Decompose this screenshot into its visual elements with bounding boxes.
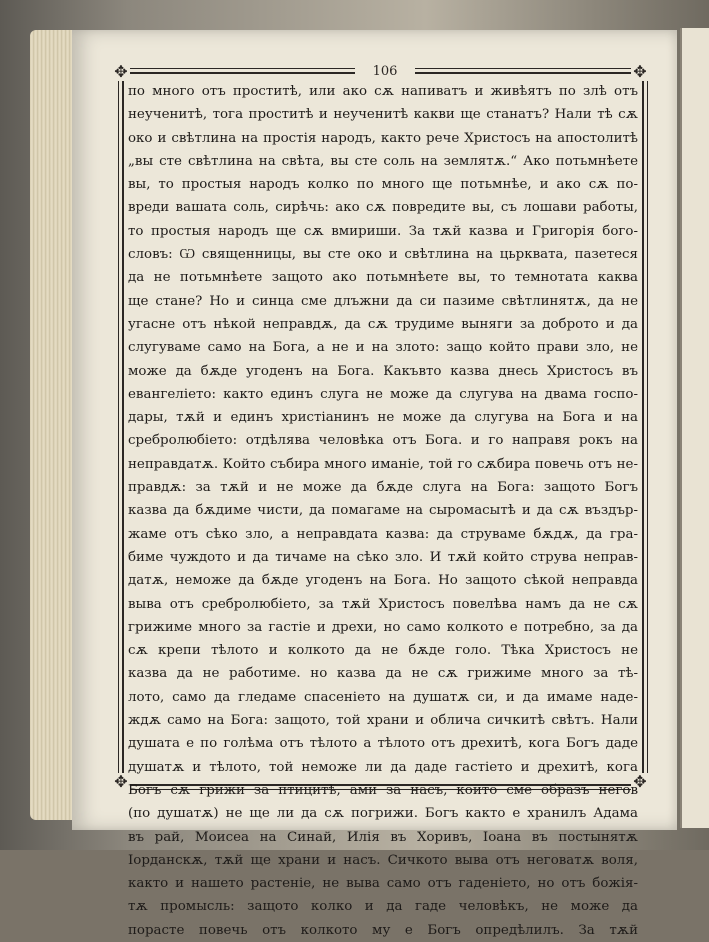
text-line: може да бѫде угоденъ на Бога. Какъвто казва днесь Христосъ въ — [128, 363, 638, 379]
facing-page-edge — [680, 28, 709, 828]
text-line: порасте повечь отъ колкото му е Богъ опредѣлилъ. За тѫй — [128, 922, 638, 938]
text-line: да не потьмнѣете защото ако потьмнѣете вы, то темнотата каква — [128, 270, 638, 286]
text-line: биме чуждото и да тичаме на сѣко зло. И тѫй който струва неправ- — [128, 549, 638, 565]
text-line: Богъ сѫ грижи за птицитѣ, ами за насъ, които сме образъ негов — [128, 782, 638, 798]
text-line: неправдатѫ. Който събира много иманіе, той го сѫбира повечь отъ не- — [128, 456, 638, 472]
text-line: както и нашето растеніе, не выва само отъ гаденіето, но отъ божія- — [128, 876, 638, 892]
text-line: правдѫ: за тѫй и не може да бѫде слуга на Бога: защото Богъ — [128, 480, 638, 496]
corner-ornament-icon: ✥ — [112, 63, 130, 81]
text-line: вы, то простыя народъ колко по много ще потьмнѣе, и ако сѫ по- — [128, 177, 638, 193]
page-number: 106 — [355, 64, 415, 79]
text-line: казва да не работиме. но казва да не сѫ грижиме много за тѣ- — [128, 666, 638, 682]
text-line: неученитѣ, тога проститѣ и неученитѣ какви ще станатъ? Нали тѣ сѫ — [128, 107, 638, 123]
text-line: въ рай, Моисеа на Синай, Илія въ Хоривъ, Іоана въ постынятѫ — [128, 829, 638, 845]
body-text — [128, 80, 638, 938]
text-line: (по душатѫ) не ще ли да сѫ погрижи. Богъ както е хранилъ Адама — [128, 806, 638, 822]
corner-ornament-icon: ✥ — [631, 63, 649, 81]
text-line: ждѫ само на Бога: защото, той храни и облича сичкитѣ свѣтъ. Нали — [128, 713, 638, 729]
text-line: выва отъ сребролюбіето, за тѫй Христосъ повелѣва намъ да не сѫ — [128, 596, 638, 612]
text-line: слугуваме само на Бога, а не и на злото: защо който прави зло, не — [128, 340, 638, 356]
text-line: то простыя народъ ще сѫ вмириши. За тѫй казва и Григорія бого- — [128, 223, 638, 239]
text-line: казва да бѫдиме чисти, да помагаме на сыромасытѣ и да сѫ въздър- — [128, 503, 638, 519]
text-line: угасне отъ нѣкой неправдѫ, да сѫ трудиме выняги за доброто и да — [128, 316, 638, 332]
text-line: Iорданскѫ, тѫй ще храни и насъ. Сичкото выва отъ неговатѫ воля, — [128, 852, 638, 868]
text-line: жаме отъ сѣко зло, а неправдата казва: да струваме бѫдѫ, да гра- — [128, 526, 638, 542]
text-line: евангеліето: както единъ слуга не може да слугува на двама госпо- — [128, 386, 638, 402]
text-line: по много отъ проститѣ, или ако сѫ напиватъ и живѣятъ по злѣ отъ — [128, 84, 638, 99]
text-line: сѫ крепи тѣлото и колкото да не бѫде голо. Тѣка Христосъ не — [128, 643, 638, 659]
corner-ornament-icon: ✥ — [631, 773, 649, 791]
text-line: датѫ, неможе да бѫде угоденъ на Бога. Но защото сѣкой неправда — [128, 573, 638, 589]
text-line: словъ: Ѡ священницы, вы сте око и свѣтлина на цьрквата, пазетеся — [128, 247, 638, 263]
text-line: дары, тѫй и единъ христіанинъ не може да слугува на Бога и на — [128, 410, 638, 426]
text-line: тѫ промысль: защото колко и да гаде человѣкъ, не може да — [128, 899, 638, 915]
text-line: вреди вашата соль, сирѣчь: ако сѫ повредите вы, съ лошави работы, — [128, 200, 638, 216]
text-line: ще стане? Но и синца сме длъжни да си пазиме свѣтлинятѫ, да не — [128, 293, 638, 309]
corner-ornament-icon: ✥ — [112, 773, 130, 791]
text-line: душата е по голѣма отъ тѣлото а тѣлото отъ дрехитѣ, кога Богъ даде — [128, 736, 638, 752]
text-line: душатѫ и тѣлото, той неможе ли да даде гастіето и дрехитѣ, кога — [128, 759, 638, 775]
text-line: „вы сте свѣтлина на свѣта, вы сте соль на землятѫ.“ Ако потьмнѣете — [128, 153, 638, 169]
text-line: око и свѣтлина на простія народъ, както рече Христосъ на апостолитѣ — [128, 130, 638, 146]
text-line: сребролюбіето: отдѣлява человѣка отъ Бога. и го направя рокъ на — [128, 433, 638, 449]
text-line: грижиме много за гастіе и дрехи, но само колкото е потребно, за да — [128, 619, 638, 635]
text-line: лото, само да гледаме спасеніето на душатѫ си, и да имаме наде- — [128, 689, 638, 705]
